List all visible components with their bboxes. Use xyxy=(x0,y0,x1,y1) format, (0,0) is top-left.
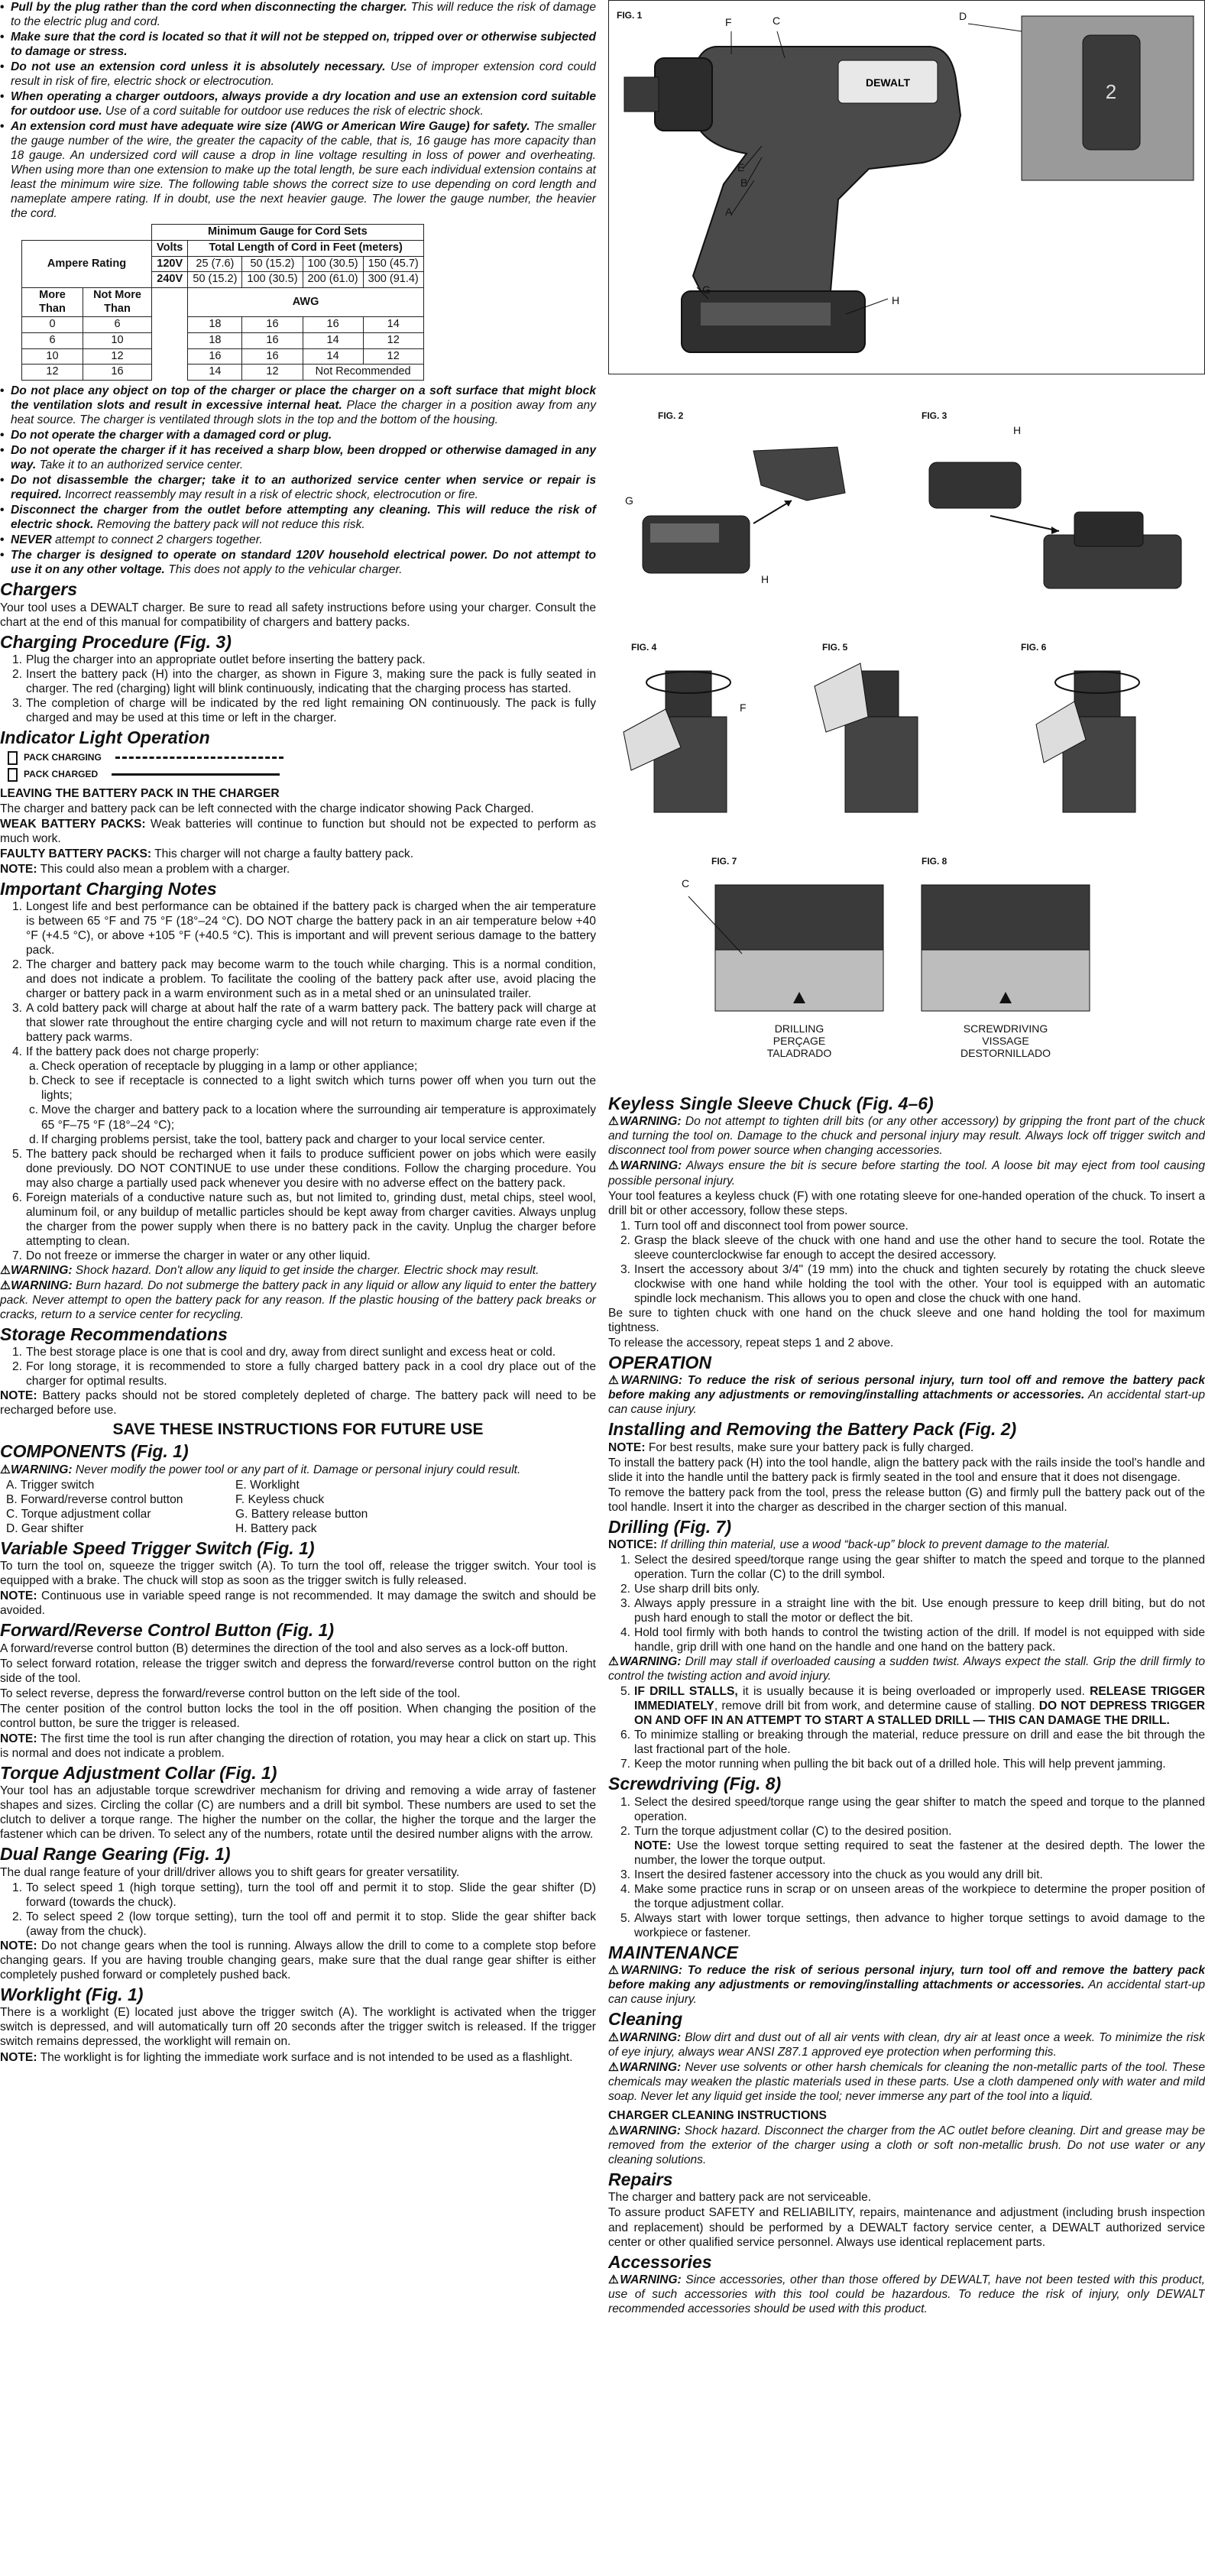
drilling-caption: DRILLING PERÇAGE TALADRADO xyxy=(766,1022,832,1060)
drilling-warning: ⚠WARNING: Drill may stall if overloaded causing a sudden twist. Always expect the stall. Grip the drill firmly to control the twisting action and avoid injury. xyxy=(608,1655,1205,1683)
warning-triangle-icon: ⚠ xyxy=(608,2124,620,2137)
list-item: 2. The charger and battery pack may become warm to the touch while charging. This is a normal condition, and does not indicate a problem. To facilitate the cooling of the battery pack after use, avoid placing the charger or battery pack in a warm environment such as in a metal shed or an uninsulated trailer. xyxy=(12,958,596,1001)
table-cell: 18 xyxy=(188,317,242,333)
forward-reverse-paragraph: A forward/reverse control button (B) determines the direction of the tool and also serves as a lock-off button. xyxy=(0,1641,568,1655)
accessories-heading: Accessories xyxy=(608,2251,712,2272)
list-item: A. Trigger switch xyxy=(6,1478,95,1492)
right-text xyxy=(608,1091,1205,2317)
list-item: 3. The completion of charge will be indicated by the red light remaining ON continuously. The pack is fully charged and may be used at this time or left in the charger. xyxy=(12,697,596,725)
chuck-illustrations xyxy=(608,640,1205,824)
storage-note: NOTE: Battery packs should not be stored completely depleted of charge. The battery pack will need to be recharged before use. xyxy=(0,1389,596,1418)
list-item: 2. For long storage, it is recommended to store a fully charged battery pack in a cool dry place out of the charger for optimal results. xyxy=(12,1360,596,1388)
repairs-paragraph: To assure product SAFETY and RELIABILITY, repairs, maintenance and adjustment (including brush inspection and replacement) should be performed by a DEWALT factory service center, a DEWALT authorized service center or other qualified service personnel. Always use identical replacement parts. xyxy=(608,2206,1205,2249)
brand-logo: DEWALT xyxy=(865,76,911,89)
list-item: 3. Insert the desired fastener accessory into the chuck as you would any drill bit. xyxy=(620,1868,1043,1881)
forward-reverse-paragraph: To select forward rotation, release the trigger switch and depress the forward/reverse control button on the right side of the tool. xyxy=(0,1657,596,1685)
list-item: D. Gear shifter xyxy=(6,1521,84,1535)
voltage-120: 120V xyxy=(152,256,188,272)
list-item: 6. Foreign materials of a conductive nature such as, but not limited to, grinding dust, metal chips, steel wool, aluminum foil, or any buildup of metallic particles should be kept away from charger cavities. Always unplug the charger from the power supply when there is no battery pack in the cavity. Unplug the charger before attempting to clean. xyxy=(12,1191,596,1248)
install-paragraph: To install the battery pack (H) into the tool handle, align the battery pack with the rails inside the tool's handle and slide it into the handle until the battery pack is firmly seated in the tool and ensure that it does not disengage. xyxy=(608,1456,1205,1484)
charger-cleaning-heading: CHARGER CLEANING INSTRUCTIONS xyxy=(608,2108,827,2122)
callout-g: G xyxy=(625,494,633,507)
battery-icon xyxy=(8,751,18,765)
cord-gauge-table xyxy=(21,224,424,381)
volts-header: Volts xyxy=(152,240,188,256)
table-cell: 10 xyxy=(83,333,152,349)
list-item: • Do not operate the charger with a damaged cord or plug. xyxy=(0,428,596,442)
table-cell: 16 xyxy=(188,348,242,365)
callout-f: F xyxy=(725,16,732,28)
charger-cleaning-warning: ⚠WARNING: Shock hazard. Disconnect the charger from the AC outlet before cleaning. Dirt and grease may be removed from the exterior of the charger using a cloth or soft non-metallic brush. Do not use water or any cleaning solutions. xyxy=(608,2124,1205,2167)
cleaning-warning-1: ⚠WARNING: Blow dirt and dust out of all air vents with clean, dry air at least once a week. To minimize the risk of eye injury, always wear ANSI Z87.1 approved eye protection when performing this. xyxy=(608,2030,1205,2059)
list-item: 3. A cold battery pack will charge at about half the rate of a warm battery pack. The battery pack will charge at that slower rate throughout the entire charging cycle and will not return to maximum charge rate even if the battery pack warms. xyxy=(12,1002,596,1045)
leaving-pack-paragraph: The charger and battery pack can be left connected with the charge indicator showing Pack Charged. xyxy=(0,802,534,815)
forward-reverse-note: NOTE: The first time the tool is run after changing the direction of rotation, you may hear a click on start up. This is normal and does not indicate a problem. xyxy=(0,1732,596,1760)
list-item: 1. Select the desired speed/torque range using the gear shifter to match the speed and torque to the planned operation. Turn the collar (C) to the drill symbol. xyxy=(620,1554,1205,1582)
weak-packs-paragraph: WEAK BATTERY PACKS: Weak batteries will continue to function but should not be expected to perform as much work. xyxy=(0,817,597,845)
important-notes-heading: Important Charging Notes xyxy=(0,878,217,899)
chuck-paragraph: To release the accessory, repeat steps 1 and 2 above. xyxy=(608,1336,894,1350)
callout-a: A xyxy=(725,206,733,218)
battery-illustration xyxy=(608,409,1205,600)
list-item: • The charger is designed to operate on standard 120V household electrical power. Do not attempt to use it on any other voltage. This does not apply to the vehicular charger. xyxy=(0,548,596,577)
screwdriving-steps xyxy=(608,1795,1205,1940)
gear-number: 2 xyxy=(1105,80,1117,103)
list-item: • Pull by the plug rather than the cord when disconnecting the charger. This will reduce the risk of damage to the electric plug and cord. xyxy=(0,0,596,29)
list-item: 1. The best storage place is one that is cool and dry, away from direct sunlight and excess heat or cold. xyxy=(12,1346,556,1359)
list-item: G. Battery release button xyxy=(235,1507,368,1521)
callout-d: D xyxy=(959,10,967,22)
table-cell: 14 xyxy=(363,317,423,333)
table-cell: 18 xyxy=(188,333,242,349)
list-item: 7. Keep the motor running when pulling the bit back out of a drilled hole. This will help prevent jamming. xyxy=(620,1758,1166,1771)
list-item: • Do not use an extension cord unless it is absolutely necessary. Use of improper extension cord could result in risk of fire, electric shock or electrocution. xyxy=(0,60,596,89)
figure-label: FIG. 4 xyxy=(631,642,657,653)
burn-warning: ⚠WARNING: Burn hazard. Do not submerge the battery pack in any liquid or allow any liquid to enter the battery pack. Never attempt to open the battery pack for any reason. If the plastic housing of the battery pack breaks or cracks, return to a service center for recycling. xyxy=(0,1278,596,1321)
warning-triangle-icon: ⚠ xyxy=(0,1278,11,1292)
more-than-header: More Than xyxy=(22,287,83,316)
list-item: 1. Longest life and best performance can be obtained if the battery pack is charged when the air temperature is between 65 °F and 75 °F (18°–24 °C). DO NOT charge the battery pack in an air temperature below +40 °F (+4.5 °C), or above +105 °F (+40.5 °C). This is important and will prevent serious damage to the battery pack. xyxy=(12,900,596,957)
list-item: • An extension cord must have adequate wire size (AWG or American Wire Gauge) for safety. The smaller the gauge number of the wire, the greater the capacity of the cable, that is, 16 gauge has more capacity than 18 gauge. An undersized cord will cause a drop in line voltage resulting in loss of power and overheating. When using more than one extension to make up the total length, be sure each individual extension contains at least the minimum wire size. The following table shows the correct size to use depending on cord length and nameplate ampere rating. If in doubt, use the next heavier gauge. The lower the gauge number, the heavier the cord. xyxy=(0,119,596,221)
table-cell: 25 (7.6) xyxy=(188,256,242,272)
dual-range-heading: Dual Range Gearing (Fig. 1) xyxy=(0,1844,231,1865)
table-cell: 12 xyxy=(363,348,423,365)
list-item: b. Check to see if receptacle is connected to a light switch which turns power off when you turn out the lights; xyxy=(29,1074,596,1103)
repairs-paragraph: The charger and battery pack are not serviceable. xyxy=(608,2191,872,2205)
pack-charged-label: PACK CHARGED xyxy=(24,769,99,780)
figure-1 xyxy=(608,0,1205,374)
voltage-240: 240V xyxy=(152,272,188,288)
table-cell: 12 xyxy=(83,348,152,365)
charging-steps xyxy=(0,653,596,725)
pack-charging-indicator xyxy=(8,751,596,765)
list-item: 1. To select speed 1 (high torque setting), turn the tool off and permit it to stop. Slide the gear shifter (D) forward (towards the chuck). xyxy=(12,1881,596,1909)
list-item: 2. Insert the battery pack (H) into the charger, as shown in Figure 3, making sure the pack is fully seated in charger. The red (charging) light will blink continuously, indicating that the charging process has started. xyxy=(12,668,596,696)
list-item: 2. Use sharp drill bits only. xyxy=(620,1583,760,1596)
table-row xyxy=(22,348,424,365)
warning-triangle-icon: ⚠ xyxy=(608,1655,620,1669)
components-warning: ⚠WARNING: Never modify the power tool or any part of it. Damage or personal injury could result. xyxy=(0,1463,521,1476)
drilling-heading: Drilling (Fig. 7) xyxy=(608,1516,731,1537)
table-cell: 50 (15.2) xyxy=(242,256,303,272)
table-row xyxy=(22,333,424,349)
install-note: NOTE: For best results, make sure your battery pack is fully charged. xyxy=(608,1440,974,1454)
callout-h: H xyxy=(892,294,900,306)
table-cell: 50 (15.2) xyxy=(188,272,242,288)
list-item: 2. Turn the torque adjustment collar (C) to the desired position. NOTE: Use the lowest torque setting required to seat the fastener at the desired depth. The lower the number, the lower the torque output. xyxy=(620,1824,1205,1867)
chuck-paragraph: Be sure to tighten chuck with one hand on the chuck sleeve and one hand holding the tool for maximum tightness. xyxy=(608,1306,1205,1334)
list-item: • When operating a charger outdoors, always provide a dry location and use an extension cord suitable for outdoor use. Use of a cord suitable for outdoor use reduces the risk of electric shock. xyxy=(0,89,596,118)
warning-triangle-icon: ⚠ xyxy=(608,1115,620,1129)
figure-label: FIG. 7 xyxy=(711,856,737,867)
ampere-rating-header: Ampere Rating xyxy=(22,240,152,287)
figure-label: FIG. 5 xyxy=(822,642,848,653)
table-cell: 16 xyxy=(83,365,152,381)
pack-charging-label: PACK CHARGING xyxy=(24,752,102,763)
shock-warning: ⚠WARNING: Shock hazard. Don't allow any liquid to get inside the charger. Electric shock may result. xyxy=(0,1263,539,1277)
torque-collar-paragraph: Your tool has an adjustable torque screwdriver mechanism for driving and removing a wide array of fastener shapes and sizes. Circling the collar (C) are numbers and a drill bit symbol. These numbers are used to set the clutch to deliver a torque range. The higher the number on the collar, the higher the torque and the larger the fastener which can be driven. To select any of the numbers, rotate until the desired number aligns with the arrow. xyxy=(0,1784,596,1842)
table-row xyxy=(22,365,424,381)
list-item: B. Forward/reverse control button xyxy=(6,1492,183,1506)
list-item: E. Worklight xyxy=(235,1478,300,1492)
list-item: 4. Make some practice runs in scrap or on unseen areas of the workpiece to determine the proper position of the torque adjustment collar. xyxy=(620,1882,1205,1910)
warning-triangle-icon: ⚠ xyxy=(608,2030,620,2044)
list-item: 6. To minimize stalling or breaking through the material, reduce pressure on drill and ease the bit through the last fractional part of the hole. xyxy=(620,1729,1205,1757)
chuck-steps xyxy=(608,1219,1205,1306)
figure-label: FIG. 1 xyxy=(617,10,643,21)
components-heading: COMPONENTS (Fig. 1) xyxy=(0,1441,189,1462)
warning-triangle-icon: ⚠ xyxy=(608,1964,621,1978)
table-cell: 16 xyxy=(242,348,303,365)
worklight-paragraph: There is a worklight (E) located just above the trigger switch (A). The worklight is activated when the trigger switch is depressed, and will automatically turn off 20 seconds after the trigger switch is released. If the trigger switch remains depressed, the worklight will remain on. xyxy=(0,2006,596,2049)
callout-c: C xyxy=(682,877,690,889)
callout-b: B xyxy=(740,177,748,189)
save-instructions-heading: SAVE THESE INSTRUCTIONS FOR FUTURE USE xyxy=(112,1421,484,1439)
chargers-heading: Chargers xyxy=(0,579,77,600)
table-cell: 16 xyxy=(242,317,303,333)
blinking-light-pattern xyxy=(115,757,283,759)
list-item: • Do not place any object on top of the charger or place the charger on a soft surface that might block the ventilation slots and result in excessive internal heat. Place the charger in a position away from any heat source. The charger is ventilated through slots in the top and the bottom of the housing. xyxy=(0,384,596,427)
table-cell: 10 xyxy=(22,348,83,365)
drilling-steps-cont xyxy=(608,1684,1205,1771)
table-cell: 300 (91.4) xyxy=(363,272,423,288)
table-cell: 200 (61.0) xyxy=(303,272,363,288)
callout-e: E xyxy=(737,161,745,173)
list-item: 2. Grasp the black sleeve of the chuck with one hand and use the other hand to secure the tool. Rotate the sleeve counterclockwise far enough to accept the desired accessory. xyxy=(620,1233,1205,1262)
variable-speed-paragraph: To turn the tool on, squeeze the trigger switch (A). To turn the tool off, release the trigger switch. Your tool is equipped with a brake. The chuck will stop as soon as the trigger switch is fully released. xyxy=(0,1560,596,1588)
figures-7-8 xyxy=(608,854,1205,1084)
pack-charged-indicator xyxy=(8,768,596,782)
keyless-chuck-heading: Keyless Single Sleeve Chuck (Fig. 4–6) xyxy=(608,1094,934,1113)
note-paragraph: NOTE: This could also mean a problem with a charger. xyxy=(0,862,290,876)
install-paragraph: To remove the battery pack from the tool, press the release button (G) and firmly pull the battery pack out of the tool handle. Insert it into the charger as described in the charger section of this manual. xyxy=(608,1486,1205,1514)
dual-range-list xyxy=(0,1881,596,1939)
maintenance-heading: MAINTENANCE xyxy=(608,1942,738,1962)
table-cell: 12 xyxy=(22,365,83,381)
table-cell: 150 (45.7) xyxy=(363,256,423,272)
callout-h: H xyxy=(761,573,769,585)
chuck-warning-2: ⚠WARNING: Always ensure the bit is secure before starting the tool. A loose bit may eject from tool causing possible personal injury. xyxy=(608,1159,1205,1188)
figure-label: FIG. 2 xyxy=(658,410,684,421)
drilling-notice: NOTICE: If drilling thin material, use a wood “back-up” block to prevent damage to the material. xyxy=(608,1538,1110,1552)
worklight-note: NOTE: The worklight is for lighting the immediate work surface and is not intended to be used as a flashlight. xyxy=(0,2050,573,2064)
table-cell: 14 xyxy=(188,365,242,381)
list-item: 5. IF DRILL STALLS, it is usually because it is being overloaded or improperly used. RELEASE TRIGGER IMMEDIATELY, remove drill bit from work, and determine cause of stalling. DO NOT DEPRESS TRIGGER ON AND OFF IN AN ATTEMPT TO START A STALLED DRILL — THIS CAN DAMAGE THE DRILL. xyxy=(620,1685,1205,1728)
figures-4-6 xyxy=(608,640,1205,824)
torque-collar-heading: Torque Adjustment Collar (Fig. 1) xyxy=(0,1762,277,1783)
list-item: • Do not disassemble the charger; take it to an authorized service center when service or repair is required. Incorrect reassembly may result in a risk of electric shock, electrocution or fire. xyxy=(0,473,596,502)
table-cell: 100 (30.5) xyxy=(303,256,363,272)
table-cell: 14 xyxy=(303,333,363,349)
indicator-light-heading: Indicator Light Operation xyxy=(0,727,210,748)
callout-h: H xyxy=(1013,424,1022,436)
table-cell: 0 xyxy=(22,317,83,333)
important-notes-list xyxy=(0,899,596,1262)
list-item: 1. Select the desired speed/torque range using the gear shifter to match the speed and torque to the planned operation. xyxy=(620,1795,1205,1823)
accessories-warning: ⚠WARNING: Since accessories, other than those offered by DEWALT, have not been tested with this product, use of such accessories with this tool could be hazardous. To reduce the risk of injury, only DEWALT recommended accessories should be used with this product. xyxy=(608,2273,1205,2315)
drilling-steps xyxy=(608,1553,1205,1654)
list-item: c. Move the charger and battery pack to a location where the surrounding air temperature is approximately 65 °F–75 °F (18°–24 °C); xyxy=(29,1103,596,1132)
list-item: • NEVER attempt to connect 2 chargers together. xyxy=(0,533,596,547)
charger-safety-list-2 xyxy=(0,384,596,577)
chuck-paragraph: Your tool features a keyless chuck (F) with one rotating sleeve for one-handed operation of the chuck. To insert a drill bit or other accessory, follow these steps. xyxy=(608,1189,1205,1217)
table-cell: 6 xyxy=(83,317,152,333)
total-length-header: Total Length of Cord in Feet (meters) xyxy=(188,240,423,256)
list-item: 2. To select speed 2 (low torque setting), turn the tool off and permit it to stop. Slide the gear shifter back (away from the chuck). xyxy=(12,1910,596,1938)
table-cell: 14 xyxy=(303,348,363,365)
install-battery-heading: Installing and Removing the Battery Pack (Fig. 2) xyxy=(608,1419,1017,1440)
list-item: • Disconnect the charger from the outlet before attempting any cleaning. This will reduce the risk of electric shock. Removing the battery pack will not reduce this risk. xyxy=(0,503,596,532)
chuck-warning-1: ⚠WARNING: Do not attempt to tighten drill bits (or any other accessory) by gripping the front part of the chuck and turning the tool on. Damage to the chuck and personal injury may result. Always lock off trigger switch and disconnect tool from power source when changing accessories. xyxy=(608,1115,1205,1158)
table-cell: 16 xyxy=(242,333,303,349)
charging-procedure-heading: Charging Procedure (Fig. 3) xyxy=(0,631,232,652)
table-title: Minimum Gauge for Cord Sets xyxy=(152,225,424,241)
screwdriving-caption: SCREWDRIVING VISSAGE DESTORNILLADO xyxy=(960,1022,1051,1060)
dual-range-paragraph: The dual range feature of your drill/driver allows you to shift gears for greater versatility. xyxy=(0,1865,460,1879)
charger-safety-list xyxy=(0,0,596,221)
table-cell: 12 xyxy=(363,333,423,349)
steady-light-pattern xyxy=(112,773,280,776)
cleaning-warning-2: ⚠WARNING: Never use solvents or other harsh chemicals for cleaning the non-metallic parts of the tool. These chemicals may weaken the plastic materials used in these parts. Use a cloth dampened only with water and mild soap. Never let any liquid get inside the tool; never immerse any part of the tool into a liquid. xyxy=(608,2060,1205,2103)
storage-heading: Storage Recommendations xyxy=(0,1324,228,1344)
callout-c: C xyxy=(773,15,781,27)
list-item: 1. Plug the charger into an appropriate outlet before inserting the battery pack. xyxy=(12,653,426,667)
figure-label: FIG. 8 xyxy=(922,856,947,867)
storage-list xyxy=(0,1345,596,1388)
battery-icon xyxy=(8,768,18,782)
list-item: F. Keyless chuck xyxy=(235,1492,325,1506)
cleaning-heading: Cleaning xyxy=(608,2009,683,2030)
list-item: • Make sure that the cord is located so that it will not be stepped on, tripped over or otherwise subjected to damage or stress. xyxy=(0,30,596,59)
table-cell: 16 xyxy=(303,317,363,333)
warning-triangle-icon: ⚠ xyxy=(0,1463,11,1476)
faulty-packs-paragraph: FAULTY BATTERY PACKS: This charger will not charge a faulty battery pack. xyxy=(0,847,414,860)
list-item: 3. Insert the accessory about 3/4" (19 mm) into the chuck and tighten securely by rotating the chuck sleeve clockwise with one hand while holding the tool with the other. Your tool is equipped with an automatic spindle lock mechanism. This allows you to open and close the chuck with one hand. xyxy=(620,1262,1205,1305)
table-cell: 12 xyxy=(242,365,303,381)
screwdriving-heading: Screwdriving (Fig. 8) xyxy=(608,1774,782,1794)
table-cell: 100 (30.5) xyxy=(242,272,303,288)
operation-warning: ⚠WARNING: To reduce the risk of serious personal injury, turn tool off and remove the battery pack before making any adjustments or removing/installing attachments or accessories. An accidental start-up can cause injury. xyxy=(608,1374,1205,1417)
variable-speed-heading: Variable Speed Trigger Switch (Fig. 1) xyxy=(0,1537,315,1558)
repairs-heading: Repairs xyxy=(608,2169,673,2190)
list-item: 1. Turn tool off and disconnect tool from power source. xyxy=(620,1219,909,1233)
variable-speed-note: NOTE: Continuous use in variable speed range is not recommended. It may damage the switch and should be avoided. xyxy=(0,1589,596,1618)
list-item: a. Check operation of receptacle by plugging in a lamp or other appliance; xyxy=(29,1060,418,1074)
forward-reverse-heading: Forward/Reverse Control Button (Fig. 1) xyxy=(0,1620,335,1641)
not-more-than-header: Not More Than xyxy=(83,287,152,316)
dual-range-note: NOTE: Do not change gears when the tool is running. Always allow the drill to come to a complete stop before changing gears. If you are having trouble changing gears, make sure that the dual range gear shifter is either completely pushed forward or completely pushed back. xyxy=(0,1939,596,1981)
figure-label: FIG. 3 xyxy=(922,410,947,421)
list-item: 5. The battery pack should be recharged when it fails to produce sufficient power on jobs which were easily done previously. DO NOT CONTINUE to use under these conditions. Follow the charging procedure. You may also charge a partially used pack whenever you desire with no adverse effect on the battery pack. xyxy=(12,1147,596,1190)
awg-header: AWG xyxy=(188,287,423,316)
chargers-paragraph: Your tool uses a DEWALT charger. Be sure to read all safety instructions before using your charger. Consult the chart at the end of this manual for compatibility of chargers and battery packs. xyxy=(0,601,596,629)
list-item: d. If charging problems persist, take the tool, battery pack and charger to your local service center. xyxy=(29,1132,546,1146)
warning-triangle-icon: ⚠ xyxy=(0,1263,11,1277)
list-item: H. Battery pack xyxy=(235,1521,317,1535)
list-item: 7. Do not freeze or immerse the charger in water or any other liquid. xyxy=(12,1249,371,1262)
list-item: C. Torque adjustment collar xyxy=(6,1507,151,1521)
collar-illustrations xyxy=(608,854,1205,1084)
table-cell: Not Recommended xyxy=(303,365,423,381)
table-cell: 6 xyxy=(22,333,83,349)
worklight-heading: Worklight (Fig. 1) xyxy=(0,1985,144,2005)
operation-heading: OPERATION xyxy=(608,1352,712,1372)
list-item: 5. Always start with lower torque settings, then advance to higher torque settings to avoid damage to the workpiece or fastener. xyxy=(620,1911,1205,1939)
callout-f: F xyxy=(740,702,747,714)
figure-label: FIG. 6 xyxy=(1021,642,1047,653)
warning-triangle-icon: ⚠ xyxy=(608,1374,621,1388)
list-item: 3. Always apply pressure in a straight line with the bit. Use enough pressure to keep drill biting, but do not push hard enough to stall the motor or deflect the bit. xyxy=(620,1597,1205,1625)
forward-reverse-paragraph: The center position of the control button locks the tool in the off position. When changing the position of the control button, be sure the trigger is released. xyxy=(0,1702,596,1730)
list-item: 4. If the battery pack does not charge properly: a. Check operation of receptacle by plugging in a lamp or other appliance; b. Check to see if receptacle is connected to a light switch which turns power off when you turn out the lights; c. Move the charger and battery pack to a location where the surrounding air temperature is approximately 65 °F–75 °F (18°–24 °C); d. If charging problems persist, take the tool, battery pack and charger to your local service center. xyxy=(12,1045,596,1146)
figures-2-3 xyxy=(608,409,1205,600)
leaving-pack-heading: LEAVING THE BATTERY PACK IN THE CHARGER xyxy=(0,786,280,800)
forward-reverse-paragraph: To select reverse, depress the forward/reverse control button on the left side of the tool. xyxy=(0,1687,461,1700)
drill-illustration xyxy=(609,1,1205,375)
components-list xyxy=(0,1478,596,1536)
warning-triangle-icon: ⚠ xyxy=(608,2273,620,2286)
maintenance-warning: ⚠WARNING: To reduce the risk of serious personal injury, turn tool off and remove the battery pack before making any adjustments or removing/installing attachments or accessories. An accidental start-up can cause injury. xyxy=(608,1964,1205,2007)
left-column xyxy=(0,0,596,2066)
list-item: • Do not operate the charger if it has received a sharp blow, been dropped or otherwise damaged in any way. Take it to an authorized service center. xyxy=(0,443,596,472)
callout-g: G xyxy=(702,284,711,296)
warning-triangle-icon: ⚠ xyxy=(608,1159,620,1173)
list-item: 4. Hold tool firmly with both hands to control the twisting action of the drill. If model is not equipped with side handle, grip drill with one hand on the handle and one hand on the battery pack. xyxy=(620,1626,1205,1654)
warning-triangle-icon: ⚠ xyxy=(608,2060,620,2074)
table-row xyxy=(22,317,424,333)
